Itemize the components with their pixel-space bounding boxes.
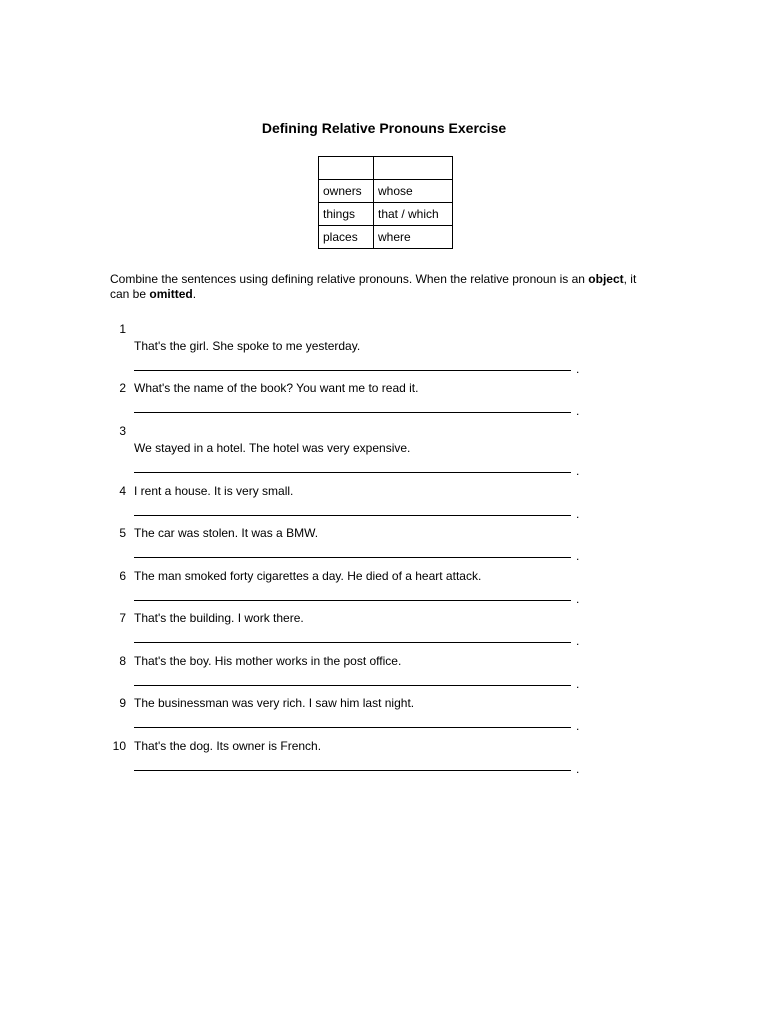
exercise-number: 6 — [119, 569, 126, 583]
table-cell-pronoun: that / which — [374, 203, 453, 226]
answer-line-end: . — [576, 592, 580, 606]
answer-line-end: . — [576, 404, 580, 418]
answer-line-end: . — [576, 762, 580, 776]
answer-line-end: . — [576, 362, 580, 376]
answer-line[interactable] — [134, 370, 571, 371]
table-row — [319, 180, 453, 203]
answer-line[interactable] — [134, 557, 571, 558]
instructions-text: , it can be — [110, 272, 637, 301]
table-header-cell — [319, 157, 374, 180]
answer-line-end: . — [576, 549, 580, 563]
answer-line[interactable] — [134, 412, 571, 413]
instructions — [110, 272, 650, 302]
table-row — [319, 203, 453, 226]
exercise-sentence: That's the building. I work there. — [134, 611, 304, 625]
table-cell-pronoun: whose — [374, 180, 453, 203]
exercise-number: 5 — [119, 526, 126, 540]
answer-line-end: . — [576, 464, 580, 478]
answer-line-end: . — [576, 507, 580, 521]
answer-line[interactable] — [134, 472, 571, 473]
page-title: Defining Relative Pronouns Exercise — [261, 120, 507, 136]
answer-line-end: . — [576, 634, 580, 648]
exercise-number: 9 — [119, 696, 126, 710]
exercise-sentence: The man smoked forty cigarettes a day. He died of a heart attack. — [134, 569, 482, 583]
instructions-bold-omitted: omitted — [149, 287, 193, 301]
table-header-cell — [374, 157, 453, 180]
table-header-row — [319, 157, 453, 180]
table-cell-antecedent: places — [319, 226, 374, 249]
exercise-sentence: I rent a house. It is very small. — [134, 484, 294, 498]
answer-line[interactable] — [134, 642, 571, 643]
exercise-sentence: That's the girl. She spoke to me yesterday. — [134, 339, 361, 353]
exercise-sentence: That's the dog. Its owner is French. — [134, 739, 322, 753]
answer-line-end: . — [576, 677, 580, 691]
exercise-sentence: The car was stolen. It was a BMW. — [134, 526, 319, 540]
table-cell-antecedent: owners — [319, 180, 374, 203]
exercise-sentence: We stayed in a hotel. The hotel was very expensive. — [134, 441, 411, 455]
exercise-sentence: That's the boy. His mother works in the post office. — [134, 654, 402, 668]
table-row — [319, 226, 453, 249]
relative-pronoun-table — [318, 156, 453, 249]
exercise-number: 2 — [119, 381, 126, 395]
exercise-sentence: What's the name of the book? You want me to read it. — [134, 381, 419, 395]
instructions-bold-object: object — [588, 272, 624, 286]
exercise-number: 3 — [119, 424, 126, 438]
answer-line[interactable] — [134, 515, 571, 516]
answer-line[interactable] — [134, 770, 571, 771]
exercise-number: 8 — [119, 654, 126, 668]
answer-line-end: . — [576, 719, 580, 733]
table-cell-pronoun: where — [374, 226, 453, 249]
instructions-text: Combine the sentences using defining relative pronouns. When the relative pronoun is an — [110, 272, 589, 286]
answer-line[interactable] — [134, 600, 571, 601]
exercise-number: 1 — [119, 322, 126, 336]
exercise-number: 10 — [112, 739, 126, 753]
answer-line[interactable] — [134, 727, 571, 728]
exercise-number: 4 — [119, 484, 126, 498]
table-cell-antecedent: things — [319, 203, 374, 226]
exercise-sentence: The businessman was very rich. I saw him last night. — [134, 696, 415, 710]
exercise-number: 7 — [119, 611, 126, 625]
answer-line[interactable] — [134, 685, 571, 686]
instructions-text: . — [192, 287, 197, 301]
